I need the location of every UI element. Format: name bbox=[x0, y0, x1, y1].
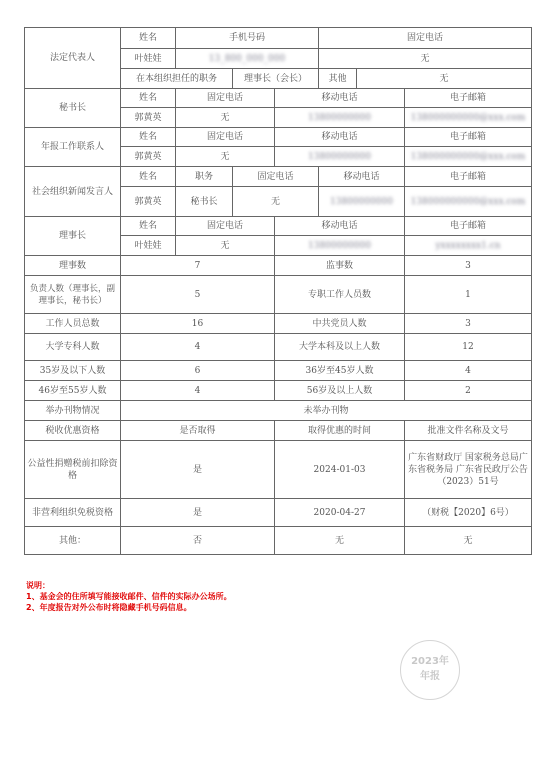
spokesperson-mobile bbox=[319, 187, 405, 217]
legal-rep-phone: 无 bbox=[319, 49, 532, 69]
college-value: 4 bbox=[121, 334, 275, 361]
legal-rep-h-name: 姓名 bbox=[121, 28, 176, 49]
age46-label: 46岁至55岁人数 bbox=[25, 381, 121, 401]
notes-line-2: 2、年度报告对外公布时将隐藏手机号码信息。 bbox=[26, 603, 192, 612]
spokesperson-duty: 秘书长 bbox=[176, 187, 233, 217]
welfare-obtained: 是 bbox=[121, 441, 275, 499]
legal-rep-mobile bbox=[176, 49, 319, 69]
legal-rep-pos-label: 在本组织担任的职务 bbox=[121, 69, 233, 89]
legal-rep-other-value: 无 bbox=[357, 69, 532, 89]
contact-h-email: 电子邮箱 bbox=[405, 128, 532, 147]
spokesperson-mobile-value: 13800000000 bbox=[330, 196, 393, 207]
tax-other-obtained: 否 bbox=[121, 527, 275, 555]
secretary-name: 郭黄英 bbox=[121, 108, 176, 128]
chairman-h-phone: 固定电话 bbox=[176, 217, 275, 236]
age36-label: 36岁至45岁人数 bbox=[275, 361, 405, 381]
chairman-phone: 无 bbox=[176, 236, 275, 256]
chairman-h-name: 姓名 bbox=[121, 217, 176, 236]
bachelor-value: 12 bbox=[405, 334, 532, 361]
bachelor-label: 大学本科及以上人数 bbox=[275, 334, 405, 361]
secretary-h-mobile: 移动电话 bbox=[275, 89, 405, 108]
notes-title: 说明： bbox=[26, 581, 50, 590]
legal-rep-h-mobile: 手机号码 bbox=[176, 28, 319, 49]
secretary-email-value: 138000000000@xxx.com bbox=[410, 112, 526, 123]
spokesperson-phone: 无 bbox=[233, 187, 319, 217]
secretary-h-phone: 固定电话 bbox=[176, 89, 275, 108]
welfare-time: 2024-01-03 bbox=[275, 441, 405, 499]
spokesperson-email-value: 138000000000@xxx.com bbox=[410, 196, 526, 207]
legal-rep-mobile-value: 13_800_000_000 bbox=[208, 53, 286, 64]
nonprofit-label: 非营利组织免税资格 bbox=[25, 499, 121, 527]
watermark-line-1: 2023年 bbox=[411, 656, 449, 667]
college-label: 大学专科人数 bbox=[25, 334, 121, 361]
leaders-label: 负责人数（理事长，副理事长，秘书长） bbox=[25, 276, 121, 314]
watermark-line-2: 年报 bbox=[420, 671, 440, 682]
spokesperson-name: 郭黄英 bbox=[121, 187, 176, 217]
annual-report-watermark-stamp bbox=[400, 640, 460, 700]
welfare-doc: 广东省财政厅 国家税务总局广东省税务局 广东省民政厅公告（2023）51号 bbox=[405, 441, 532, 499]
annual-report-form bbox=[24, 27, 532, 555]
under35-label: 35岁及以下人数 bbox=[25, 361, 121, 381]
contact-mobile-value: 13800000000 bbox=[308, 151, 371, 162]
contact-mobile bbox=[275, 147, 405, 167]
fulltime-label: 专职工作人员数 bbox=[275, 276, 405, 314]
tax-other-doc: 无 bbox=[405, 527, 532, 555]
spokesperson-label: 社会组织新闻发言人 bbox=[25, 167, 121, 217]
contact-phone: 无 bbox=[176, 147, 275, 167]
chairman-mobile bbox=[275, 236, 405, 256]
contact-h-name: 姓名 bbox=[121, 128, 176, 147]
directors-label: 理事数 bbox=[25, 256, 121, 276]
chairman-name: 叶娃娃 bbox=[121, 236, 176, 256]
chairman-email bbox=[405, 236, 532, 256]
periodical-label: 举办刊物情况 bbox=[25, 401, 121, 421]
legal-rep-h-phone: 固定电话 bbox=[319, 28, 532, 49]
chairman-h-email: 电子邮箱 bbox=[405, 217, 532, 236]
spokesperson-h-name: 姓名 bbox=[121, 167, 176, 187]
supervisors-label: 监事数 bbox=[275, 256, 405, 276]
nonprofit-doc: （财税【2020】6号） bbox=[405, 499, 532, 527]
age56-value: 2 bbox=[405, 381, 532, 401]
under35-value: 6 bbox=[121, 361, 275, 381]
spokesperson-email bbox=[405, 187, 532, 217]
leaders-value: 5 bbox=[121, 276, 275, 314]
secretary-mobile bbox=[275, 108, 405, 128]
spokesperson-h-phone: 固定电话 bbox=[233, 167, 319, 187]
notes-line-1: 1、基金会的住所填写能接收邮件、信件的实际办公场所。 bbox=[26, 592, 232, 601]
age36-value: 4 bbox=[405, 361, 532, 381]
secretary-email bbox=[405, 108, 532, 128]
periodical-value: 未举办刊物 bbox=[121, 401, 532, 421]
directors-value: 7 bbox=[121, 256, 275, 276]
tax-h-time: 取得优惠的时间 bbox=[275, 421, 405, 441]
legal-rep-pos-value: 理事长（会长） bbox=[233, 69, 319, 89]
secretary-mobile-value: 13800000000 bbox=[308, 112, 371, 123]
party-value: 3 bbox=[405, 314, 532, 334]
welfare-label: 公益性捐赠税前扣除资格 bbox=[25, 441, 121, 499]
contact-label: 年报工作联系人 bbox=[25, 128, 121, 167]
chairman-h-mobile: 移动电话 bbox=[275, 217, 405, 236]
secretary-h-name: 姓名 bbox=[121, 89, 176, 108]
age56-label: 56岁及以上人数 bbox=[275, 381, 405, 401]
party-label: 中共党员人数 bbox=[275, 314, 405, 334]
age46-value: 4 bbox=[121, 381, 275, 401]
chairman-email-value: yxxxxxxxx1.cn bbox=[435, 240, 501, 251]
nonprofit-obtained: 是 bbox=[121, 499, 275, 527]
legal-rep-label: 法定代表人 bbox=[25, 28, 121, 89]
contact-h-mobile: 移动电话 bbox=[275, 128, 405, 147]
secretary-h-email: 电子邮箱 bbox=[405, 89, 532, 108]
nonprofit-time: 2020-04-27 bbox=[275, 499, 405, 527]
spokesperson-h-mobile: 移动电话 bbox=[319, 167, 405, 187]
tax-other-label: 其他： bbox=[25, 527, 121, 555]
secretary-label: 秘书长 bbox=[25, 89, 121, 128]
tax-label: 税收优惠资格 bbox=[25, 421, 121, 441]
chairman-label: 理事长 bbox=[25, 217, 121, 256]
fulltime-value: 1 bbox=[405, 276, 532, 314]
spokesperson-h-duty: 职务 bbox=[176, 167, 233, 187]
tax-h-doc: 批准文件名称及文号 bbox=[405, 421, 532, 441]
staff-label: 工作人员总数 bbox=[25, 314, 121, 334]
legal-rep-other-label: 其他 bbox=[319, 69, 357, 89]
contact-email bbox=[405, 147, 532, 167]
spokesperson-h-email: 电子邮箱 bbox=[405, 167, 532, 187]
tax-h-obtained: 是否取得 bbox=[121, 421, 275, 441]
contact-name: 郭黄英 bbox=[121, 147, 176, 167]
secretary-phone: 无 bbox=[176, 108, 275, 128]
tax-other-time: 无 bbox=[275, 527, 405, 555]
contact-email-value: 138000000000@xxx.com bbox=[410, 151, 526, 162]
staff-value: 16 bbox=[121, 314, 275, 334]
supervisors-value: 3 bbox=[405, 256, 532, 276]
contact-h-phone: 固定电话 bbox=[176, 128, 275, 147]
notes bbox=[26, 580, 232, 613]
chairman-mobile-value: 13800000000 bbox=[308, 240, 371, 251]
legal-rep-name: 叶娃娃 bbox=[121, 49, 176, 69]
